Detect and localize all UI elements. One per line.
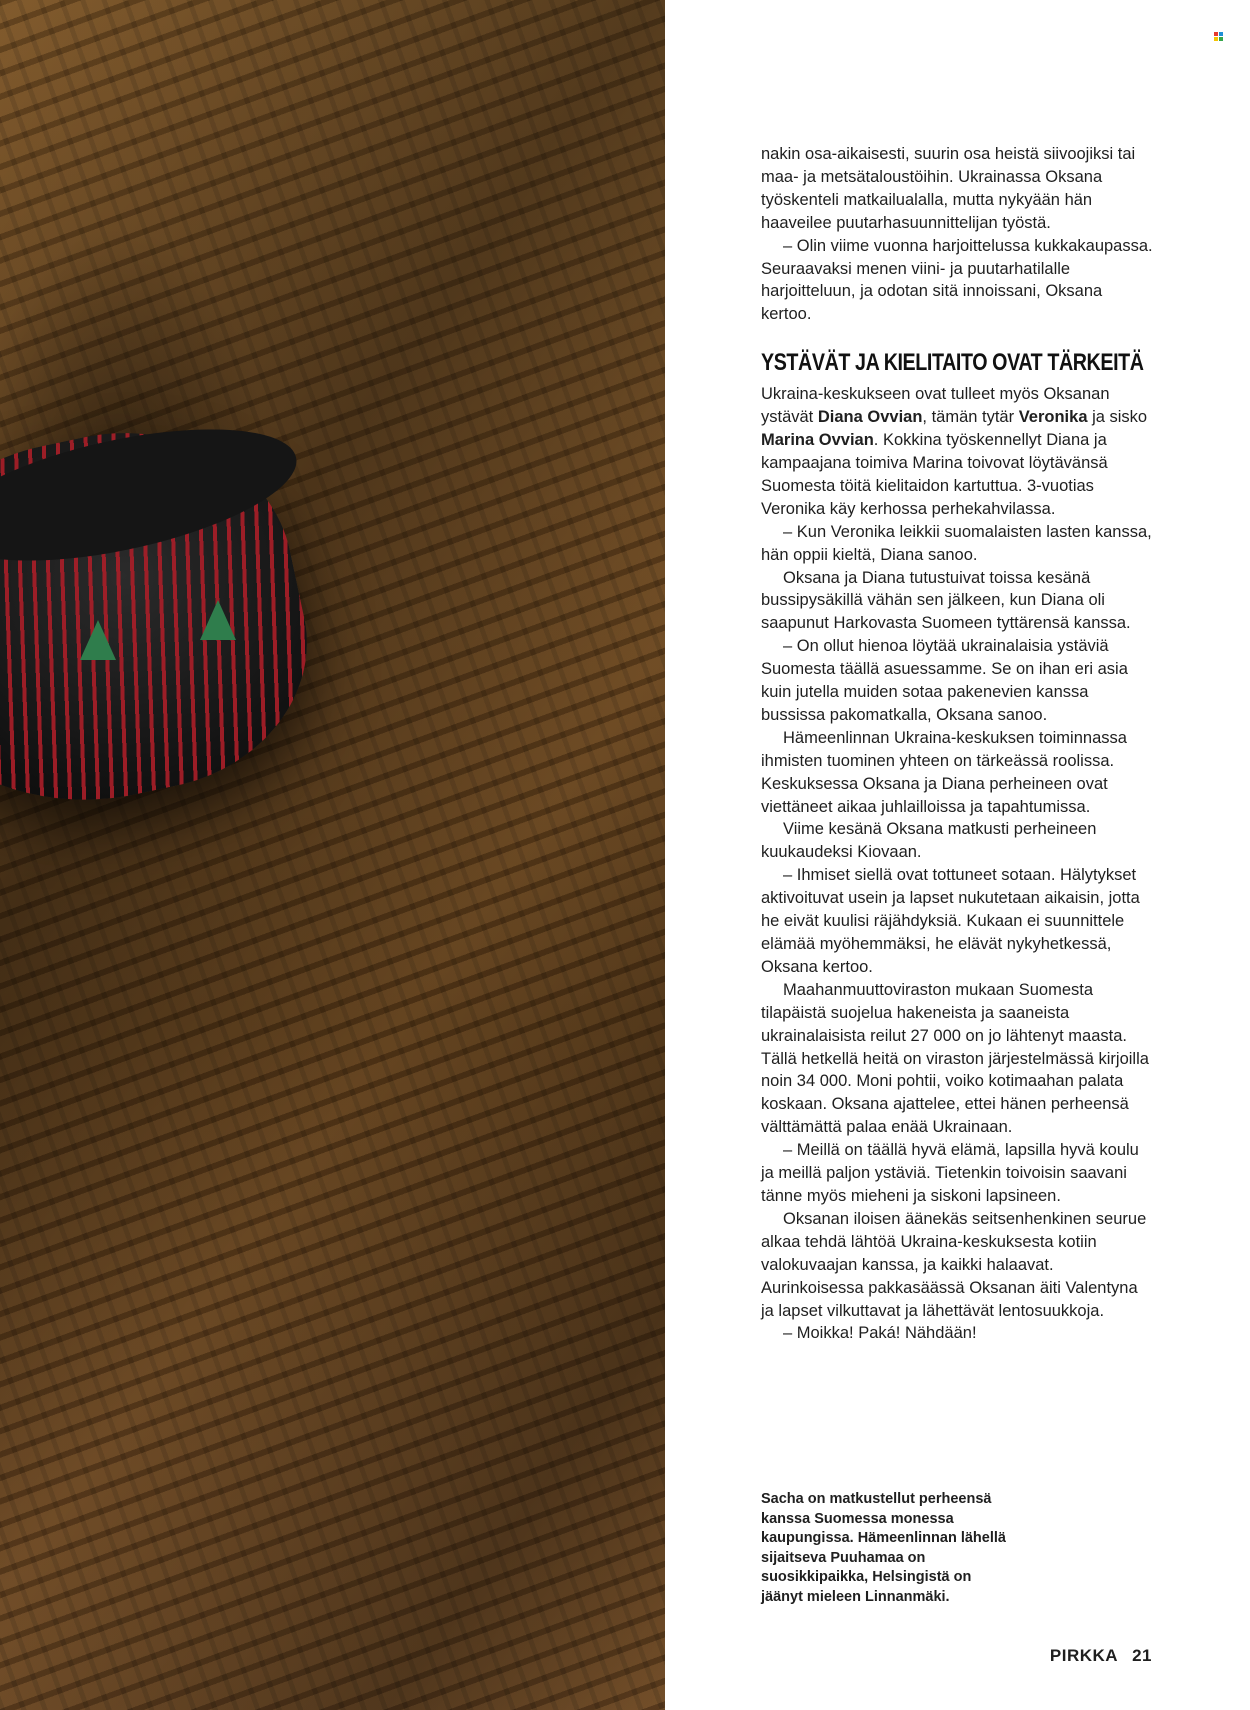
intro-text: , tämän tytär bbox=[922, 408, 1019, 427]
sock-tree-pattern-icon bbox=[200, 600, 236, 640]
page-number: 21 bbox=[1132, 1646, 1152, 1665]
intro-text: ja sisko bbox=[1087, 408, 1148, 427]
paragraph: Oksanan iloisen äänekäs seitsenhenkinen seurue alkaa tehdä lähtöä Ukraina-keskuksesta kotiin valokuvaajan kanssa, ja kaikki halaavat. Aurinkoisessa pakkasäässä Oksanan äiti Valentyna ja lapset vilkuttavat ja lähettävät lentosuukkoja. bbox=[761, 1209, 1147, 1320]
photo-caption: Sacha on matkustellut perheensä kanssa Suomessa monessa kaupungissa. Hämeenlinnan lähellä sijaitseva Puuhamaa on suosikkipaikka, Helsingistä on jäänyt mieleen Linnanmäki. bbox=[761, 1491, 1006, 1605]
paragraph: – Meillä on täällä hyvä elämä, lapsilla hyvä koulu ja meillä paljon ystäviä. Tietenkin toivoisin saavani tänne myös mieheni ja siskoni lapsineen. bbox=[761, 1141, 1139, 1205]
paragraph: Hämeenlinnan Ukraina-keskuksen toiminnassa ihmisten tuominen yhteen on tärkeässä roolissa. Keskuksessa Oksana ja Diana perheineen ovat viettäneet aikaa juhlailloissa ja tapahtumissa. bbox=[761, 728, 1127, 816]
logo-square-blue bbox=[1219, 32, 1223, 36]
person-name: Marina Ovvian bbox=[761, 431, 874, 450]
intro-text: Ukraina-keskukseen ovat tulleet myös Oksanan ystävät bbox=[761, 385, 1110, 427]
paragraph: Oksana ja Diana tutustuivat toissa kesänä bussipysäkillä vähän sen jälkeen, kun Diana oli saapunut Harkovasta Suomeen tyttärensä kanssa. bbox=[761, 568, 1131, 633]
paragraph: – Ihmiset siellä ovat tottuneet sotaan. Hälytykset aktivoituvat usein ja lapset nukutetaan aikaisin, jotta he eivät kuulisi räjähdyksiä. Kukaan ei suunnittele elämää myöhemmäksi, he elävät nykyhetkessä, Oksana kertoo. bbox=[761, 866, 1140, 976]
paragraph: nakin osa-aikaisesti, suurin osa heistä siivoojiksi tai maa- ja metsätaloustöihin. Ukrainassa Oksana työskenteli matkailualalla, mutta nykyään hän haaveilee puutarhasuunnittelijan työstä. bbox=[761, 145, 1136, 232]
paragraph: Viime kesänä Oksana matkusti perheineen kuukaudeksi Kiovaan. bbox=[761, 820, 1097, 862]
logo-square-red bbox=[1214, 32, 1218, 36]
paragraph: Maahanmuuttoviraston mukaan Suomesta tilapäistä suojelua hakeneista ja saaneista ukrainalaisista reilut 27 000 on jo lähtenyt maasta. Tällä hetkellä heitä on viraston järjestelmässä kirjoilla noin 34 000. Moni pohtii, voiko kotimaahan palata koskaan. Oksana ajattelee, ettei hänen perheensä välttämättä palaa enää Ukrainaan. bbox=[761, 980, 1149, 1137]
logo-square-green bbox=[1219, 37, 1223, 41]
intro-text: . Kokkina työskennellyt Diana ja kampaajana toimiva Marina toivovat löytävänsä Suomesta töitä kielitaidon kartuttua. 3-vuotias Veronika käy kerhossa perhekahvilassa. bbox=[761, 431, 1108, 518]
brand-logo-icon bbox=[1214, 32, 1223, 41]
paragraph: – Olin viime vuonna harjoittelussa kukkakaupassa. Seuraavaksi menen viini- ja puutarhatilalle harjoitteluun, ja odotan sitä innoissani, Oksana kertoo. bbox=[761, 236, 1153, 324]
page-footer bbox=[1050, 1646, 1152, 1666]
logo-square-yellow bbox=[1214, 37, 1218, 41]
article-body bbox=[761, 143, 1153, 1345]
person-name: Diana Ovvian bbox=[817, 408, 923, 427]
sock-tree-pattern-icon bbox=[80, 620, 116, 660]
person-name: Veronika bbox=[1018, 408, 1088, 427]
intro-paragraph bbox=[761, 383, 1153, 520]
magazine-name: PIRKKA bbox=[1049, 1646, 1119, 1665]
paragraph: – On ollut hienoa löytää ukrainalaisia ystäviä Suomesta täällä asuessamme. Se on ihan eri asia kuin jutella muiden sotaa pakenevien kanssa bussissa pakomatkalla, Oksana sanoo. bbox=[761, 637, 1128, 724]
paragraph: – Kun Veronika leikkii suomalaisten lasten kanssa, hän oppii kieltä, Diana sanoo. bbox=[761, 522, 1152, 564]
paragraph: – Moikka! Paká! Nähdään! bbox=[783, 1324, 977, 1343]
section-heading: YSTÄVÄT JA KIELITAITO OVAT TÄRKEITÄ bbox=[761, 349, 1144, 377]
